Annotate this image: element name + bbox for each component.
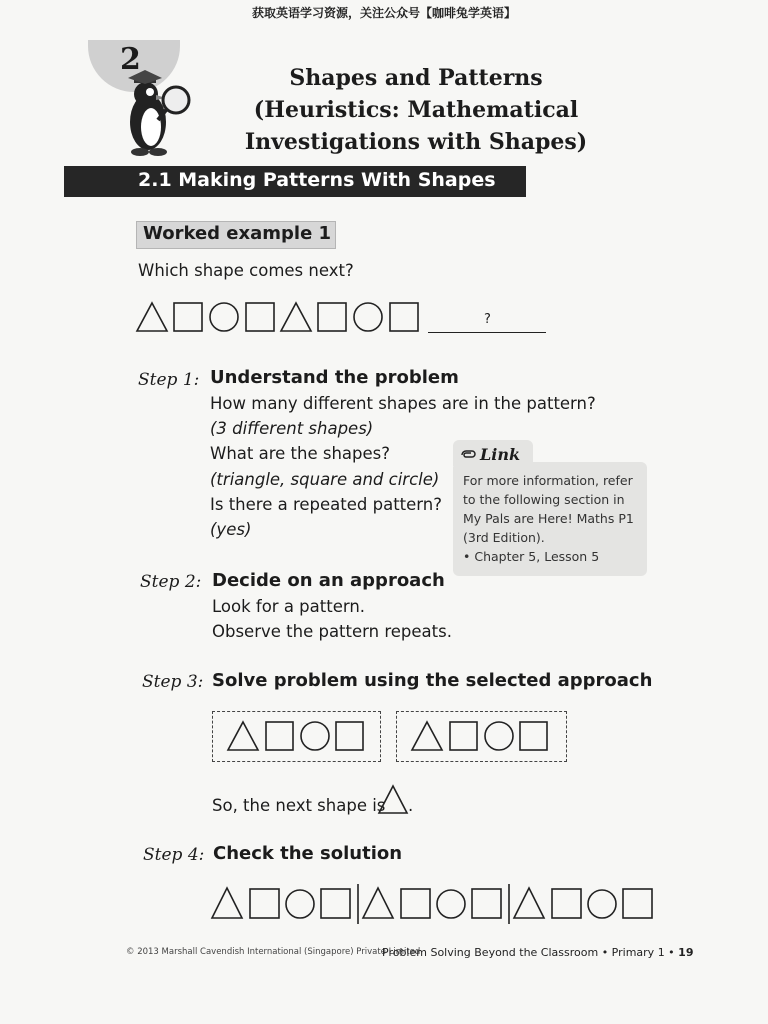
triangle-icon [212,888,242,918]
triangle-icon [378,784,410,816]
triangle-icon [228,722,258,750]
step-2-line: Look for a pattern. [212,597,366,616]
step-3-conclusion: So, the next shape is [212,796,386,815]
square-icon [623,889,652,918]
step-1-line: How many different shapes are in the pattern? [210,394,596,413]
chapter-title [210,62,622,158]
step-3-label: Step 3: [142,672,204,692]
triangle-icon [514,888,544,918]
footer-copyright: © 2013 Marshall Cavendish International (Singapore) Private Limited [126,947,421,957]
pattern-group-shapes [228,720,368,754]
square-icon [174,303,202,331]
pattern-sequence [136,298,426,338]
step-1-line: Is there a repeated pattern? [210,495,442,514]
link-text-line: My Pals are Here! Maths P1 [463,511,634,526]
step-1-line: (triangle, square and circle) [210,470,440,489]
circle-icon [301,722,329,750]
chapter-title-line: Investigations with Shapes) [244,129,588,155]
step-3-heading: Solve problem using the selected approach [212,670,653,691]
triangle-icon [281,303,311,331]
square-icon [390,303,418,331]
circle-icon [286,890,314,918]
answer-placeholder: ? [484,312,491,327]
square-icon [246,303,274,331]
paperclip-link-icon [460,448,478,462]
step-4-label: Step 4: [143,845,205,865]
square-icon [266,722,293,750]
step-3-conclusion-end: . [408,796,414,815]
square-icon [336,722,363,750]
square-icon [552,889,581,918]
step-1-label: Step 1: [138,370,200,390]
square-icon [520,722,547,750]
circle-icon [354,303,382,331]
square-icon [472,889,501,918]
square-icon [318,303,346,331]
circle-icon [485,722,513,750]
square-icon [401,889,430,918]
square-icon [450,722,477,750]
chapter-title-line: Shapes and Patterns [289,65,543,91]
step-1-line: What are the shapes? [210,444,390,463]
link-text-line: For more information, refer [463,473,633,488]
answer-blank-line [428,332,546,333]
step-1-line: (yes) [210,520,252,539]
link-label: Link [480,445,521,464]
top-banner: 获取英语学习资源，关注公众号【咖啡兔学英语】 [251,6,516,20]
worked-example-label: Worked example 1 [143,223,332,244]
step-2-heading: Decide on an approach [212,570,445,591]
penguin-mascot-icon [118,70,198,160]
link-text-line: to the following section in [463,492,625,507]
step-1-heading: Understand the problem [210,367,459,388]
check-pattern-sequence [212,884,654,926]
section-title: 2.1 Making Patterns With Shapes [138,169,496,191]
circle-icon [588,890,616,918]
chapter-number: 2 [120,42,141,77]
link-text-line: (3rd Edition). [463,530,545,545]
link-text-line: • Chapter 5, Lesson 5 [463,549,600,564]
step-2-label: Step 2: [140,572,202,592]
square-icon [321,889,350,918]
step-1-line: (3 different shapes) [210,419,374,438]
page-number: 19 [678,946,694,959]
step-4-heading: Check the solution [213,843,403,864]
footer-book [382,946,693,959]
pattern-group-shapes [412,720,552,754]
question-text: Which shape comes next? [138,261,354,280]
step-2-line: Observe the pattern repeats. [212,622,452,641]
triangle-icon [137,303,167,331]
triangle-icon [363,888,393,918]
chapter-title-line: (Heuristics: Mathematical [253,97,579,123]
circle-icon [210,303,238,331]
triangle-icon [412,722,442,750]
footer-book-title: Problem Solving Beyond the Classroom • Primary 1 • [382,946,675,959]
circle-icon [437,890,465,918]
square-icon [250,889,279,918]
